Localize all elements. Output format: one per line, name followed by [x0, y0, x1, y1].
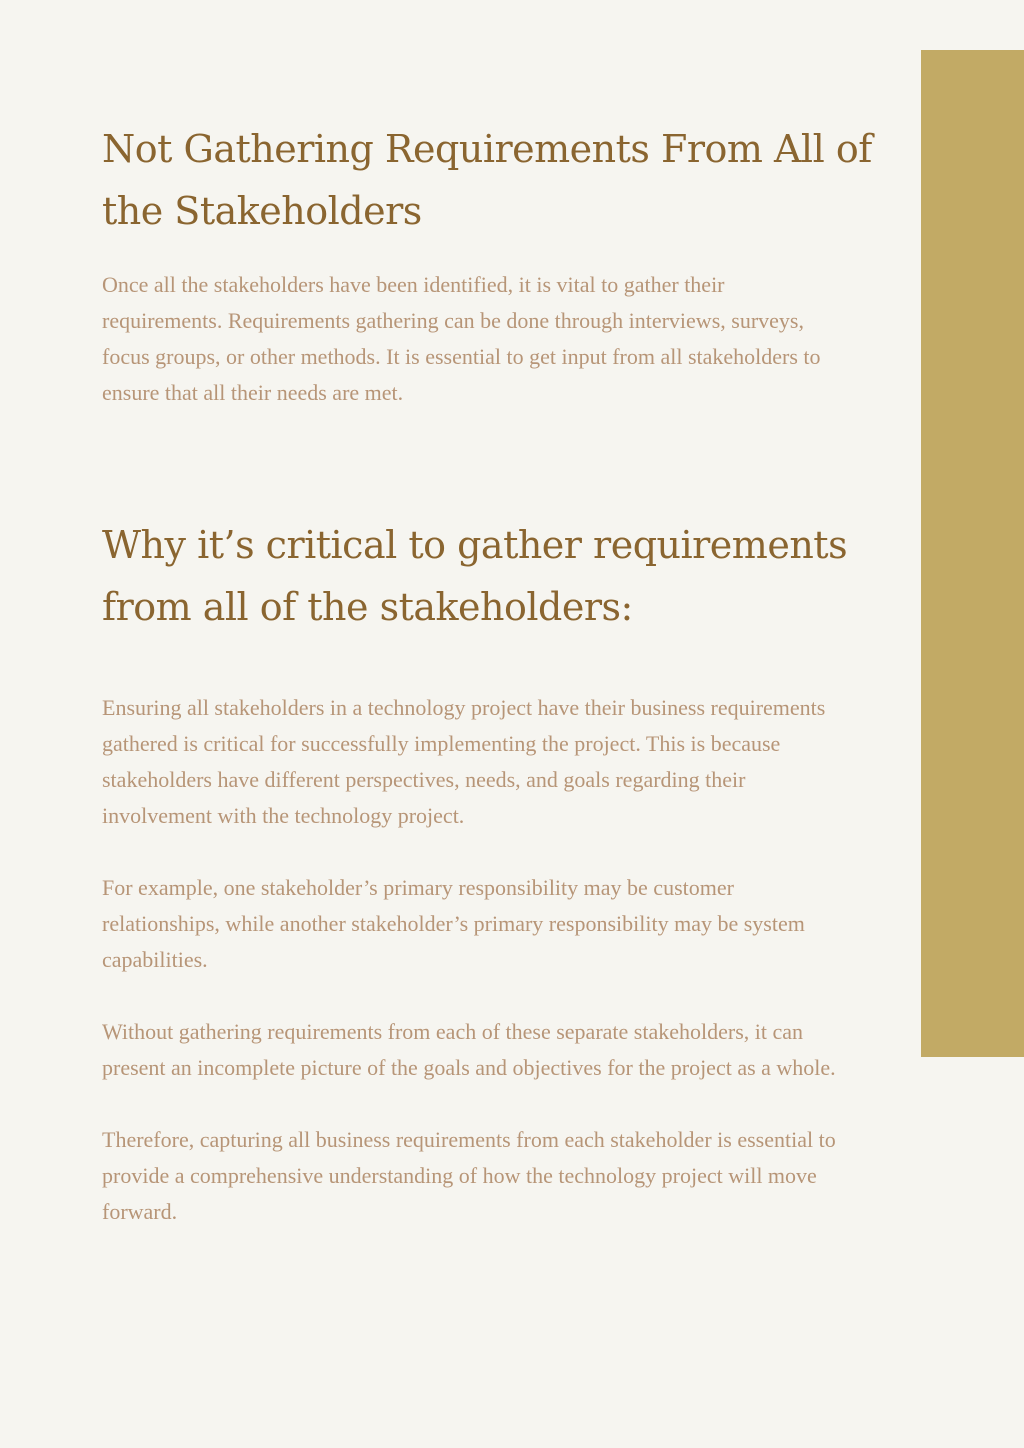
section-paragraph: Therefore, capturing all business requirements from each stakeholder is essential to provide a comprehensive understanding of how the technology project will move forward. — [102, 1127, 836, 1224]
decorative-side-bar — [921, 50, 1024, 1057]
section-heading-why-critical: Why it’s critical to gather requirements from all of the stakeholders: — [102, 523, 848, 629]
section-paragraph: Once all the stakeholders have been identified, it is vital to gather their requirements. Requirements gathering can be done through interviews, surveys, focus groups, or other methods. It is essential to get input from all stakeholders to ensure that all their needs are met. — [102, 272, 821, 405]
section-paragraph: Ensuring all stakeholders in a technology project have their business requirements gathered is critical for successfully implementing the project. This is because stakeholders have different perspectives, needs, and goals regarding their involvement with the technology project. — [102, 695, 826, 828]
document-body — [102, 118, 872, 1230]
section-heading-not-gathering-requirements: Not Gathering Requirements From All of the Stakeholders — [102, 127, 872, 233]
section-paragraph: Without gathering requirements from each of these separate stakeholders, it can present an incomplete picture of the goals and objectives for the project as a whole. — [102, 1019, 836, 1080]
section-paragraph: For example, one stakeholder’s primary responsibility may be customer relationships, while another stakeholder’s primary responsibility may be system capabilities. — [102, 875, 805, 972]
